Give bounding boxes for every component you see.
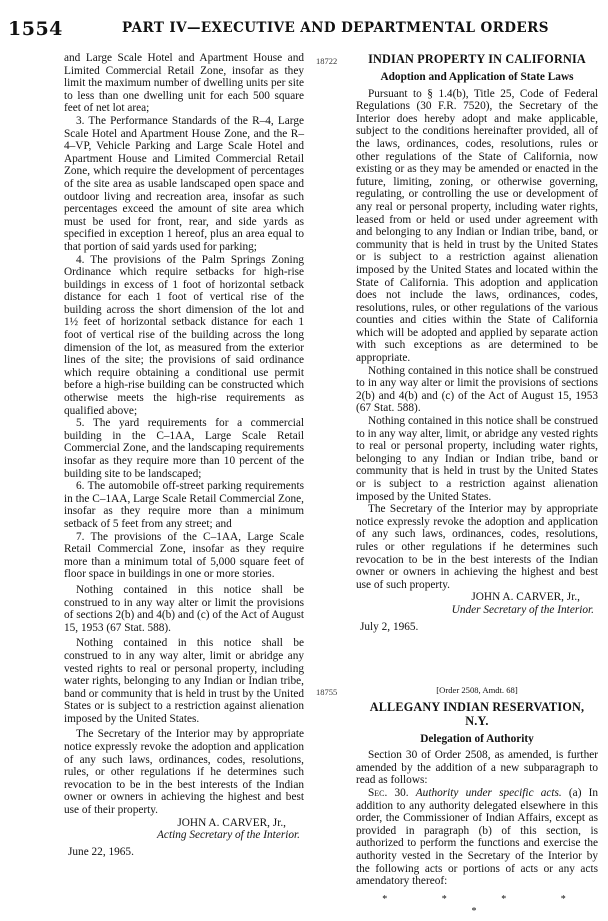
signature: JOHN A. CARVER, Jr., [177,816,286,829]
date: June 22, 1965. [68,845,134,858]
paragraph: and Large Scale Hotel and Apartment House and Limited Commercial Retail Zone, insofar as they limit the maximum number of dwelling units per site to less than one dwelling unit for each 500 square feet of net lot area; [64,52,304,115]
signature-title: Acting Secretary of the Interior. [157,829,300,842]
date: July 2, 1965. [360,620,419,633]
running-head: PART IV—EXECUTIVE AND DEPARTMENTAL ORDERS [122,20,549,36]
section-heading [356,700,598,728]
paragraph: Nothing contained in this notice shall be construed to in any way alter, limit, or abridge any vested rights to real or personal property, including water rights, belonging to any Indian or Indian tribe, band or community that is held in trust by the United States or is subject to a restriction against alienation imposed by the United States. [356,415,598,503]
paragraph: 4. The provisions of the Palm Springs Zoning Ordinance which require setbacks for high-rise buildings in excess of 1 foot of horizontal setback distance for each 1 foot of vertical rise of the building across the short dimension of the lot and 1½ feet of horizontal setback distance for each 1 foot of vertical rise of the building across the long dimension of the lot, as measured from the exterior lines of the site; the provisions of said ordinance which require obtaining a conditional use permit before a high-rise building can be constructed which otherwise meets the high-rise requirements as qualified above; [64,253,304,417]
paragraph: Section 30 of Order 2508, as amended, is further amended by the addition of a new subparagraph to read as follows: [356,749,598,787]
page-header [8,18,598,42]
page-number: 1554 [8,18,63,40]
ellipsis-stars: * * * * * [382,893,592,918]
section-heading: INDIAN PROPERTY IN CALIFORNIA [368,52,586,66]
paragraph: Pursuant to § 1.4(b), Title 25, Code of Federal Regulations (30 F.R. 7520), the Secretary of the Interior does hereby adopt and make applicable, subject to the conditions hereinafter provided, all of the laws, ordinances, codes, resolutions, rules or other regulations of the State of California, now existing or as they may be amended or enacted in the future, limiting, zoning, or otherwise governing, regulating, or controlling the use or development of any real or personal property, including water rights, leased from or held or used under agreement with and belonging to any Indian or Indian tribe, band, or community that is held in trust by the United States or is subject to a restriction against alienation imposed by the United States and located within the State of California. This adoption and application does not include the laws, ordinances, codes, resolutions, rules, or other regulations of the various counties and cities within the State of California which will be adopted and applied by separate action with such exceptions as are determined to be appropriate. [356,87,598,365]
signature: JOHN A. CARVER, Jr., [471,591,580,604]
section-title: Authority under specific acts. [415,786,562,799]
paragraph: 3. The Performance Standards of the R–4, Large Scale Hotel and Apartment House Zone, and the R–4–VP, Vehicle Parking and Large Scale Hotel and Apartment House and Limited Commercial Retail Zone, which require the development of percentages of the site area as usable landscaped open space and outdoor living and recreation area, insofar as such percentages exceed the amount of site area which must be used for front, rear, and side yards as specified in exception 1 hereof, plus an area equal to that portion of said yards used for parking; [64,114,304,253]
document-number: 18755 [316,687,338,697]
second-notice [356,684,598,919]
paragraph: Nothing contained in this notice shall be construed to in any way alter, limit or abridge any vested rights to real or personal property, including water rights, belonging to any Indian or Indian tribe, band or community that is held in trust by the United States or is subject to a restriction against alienation imposed by the United States. [64,637,304,725]
paragraph: 7. The provisions of the C–1AA, Large Scale Retail Commercial Zone, insofar as they require more than a minimum total of 5,000 square feet of floor space in buildings in one or more stories. [64,530,304,581]
paragraph: 5. The yard requirements for a commercial building in the C–1AA, Large Scale Retail Commercial Zone, and the landscaping requirements insofar as they require more than 10 percent of the building site to be landscaped; [64,417,304,480]
section-subheading: Adoption and Application of State Laws [380,71,574,83]
paragraph: 6. The automobile off-street parking requirements in the C–1AA, Large Scale Retail Commercial Zone, insofar as they require more than a minimum setback of 5 feet from any street; and [64,480,304,530]
paragraph: Nothing contained in this notice shall be construed to in any way alter or limit the provisions of sections 2(b) and 4(b) and (c) of the Act of August 15, 1953 (67 Stat. 588). [64,583,304,634]
left-column [64,52,304,858]
paragraph [356,787,598,888]
paragraph: Nothing contained in this notice shall be construed to in any way alter or limit the provisions of sections 2(b) and 4(b) and (c) of the Act of August 15, 1953 (67 Stat. 588). [356,364,598,415]
heading-line: N.Y. [465,713,489,728]
right-column [356,52,598,633]
section-text: (a) In addition to any authority delegated elsewhere in this order, the Commissioner of Indian Affairs, except as provided in paragraph (b) of this section, is authorized to perform the functions and exercise the authority vested in the Secretary of the Interior by the following acts or portions of acts or any acts amendatory thereof: [356,786,599,888]
paragraph: The Secretary of the Interior may by appropriate notice expressly revoke the adoption and application of any such laws, ordinances, codes, resolutions, rules or other regulations if he determines such revocation to be in the best interests of the Indian owner or owners in achieving the highest and best use of such property. [356,503,598,591]
paragraph: The Secretary of the Interior may by appropriate notice expressly revoke the adoption and application of any such laws, ordinances, codes, resolutions, rules, or other regulations if he determines such revocation to be in the best interests of the Indian owner or owners in achieving the highest and best use of their property. [64,728,304,817]
document-number: 18722 [316,56,338,66]
heading-line: ALLEGANY INDIAN RESERVATION, [369,699,585,714]
section-subheading: Delegation of Authority [420,732,534,745]
order-reference: [Order 2508, Amdt. 68] [436,685,518,695]
signature-title: Under Secretary of the Interior. [451,603,594,616]
section-label: Sec. 30. [368,786,409,799]
